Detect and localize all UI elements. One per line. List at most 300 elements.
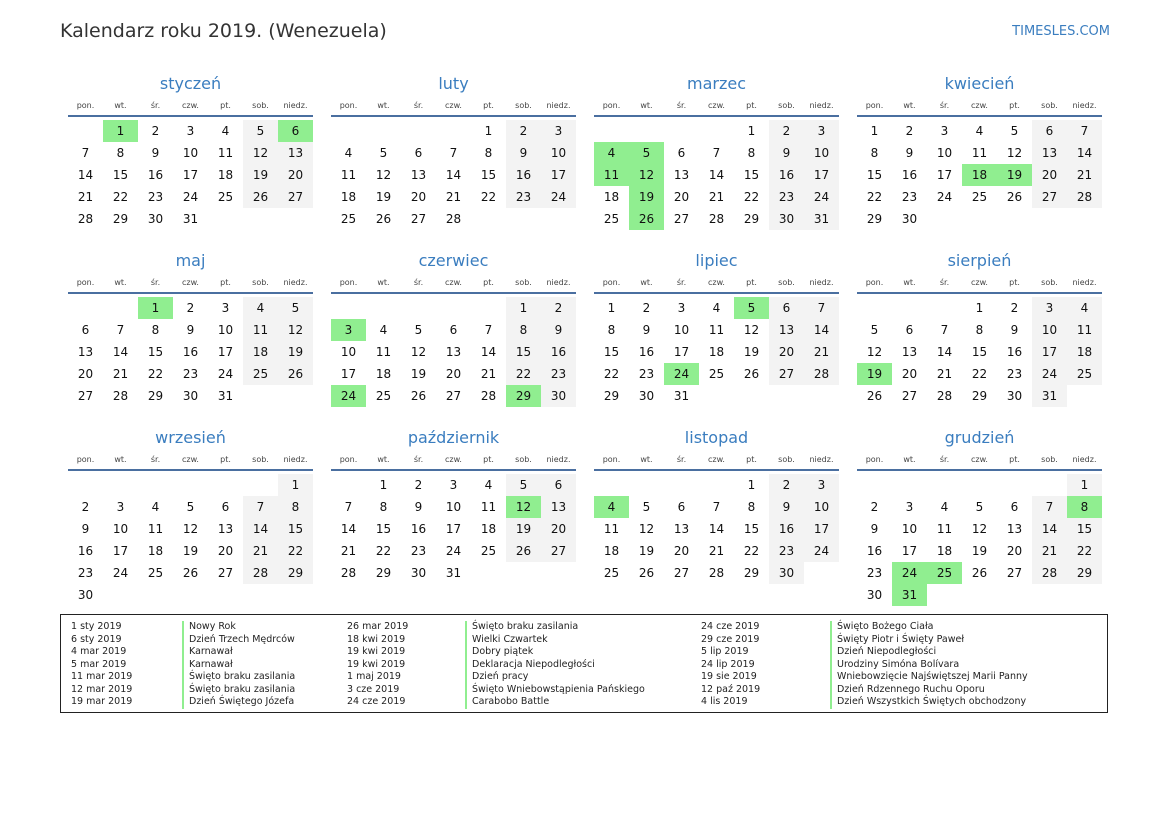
empty-cell xyxy=(366,297,401,319)
day-cell: 7 xyxy=(1067,120,1102,142)
holiday-date: 19 mar 2019 xyxy=(71,696,133,707)
day-cell: 28 xyxy=(1067,186,1102,208)
day-cell: 2 xyxy=(414,478,423,492)
day-cell: 29 xyxy=(1067,562,1102,584)
month-name: styczeń xyxy=(159,74,222,93)
day-cell: 17 xyxy=(673,345,690,359)
weekday-label: pon. xyxy=(865,101,884,110)
day-grid xyxy=(68,120,313,230)
holiday-day-cell: 19 xyxy=(857,363,892,385)
day-cell: 6 xyxy=(769,297,804,319)
day-cell: 28 xyxy=(1032,562,1067,584)
empty-cell xyxy=(857,297,892,319)
day-cell: 7 xyxy=(344,500,353,514)
day-cell: 10 xyxy=(1032,319,1067,341)
holiday-date: 19 sie 2019 xyxy=(701,671,757,682)
empty-cell xyxy=(331,474,366,496)
day-cell: 16 xyxy=(866,544,883,558)
day-cell: 25 xyxy=(480,544,497,558)
weekday-label: śr. xyxy=(413,455,424,464)
day-cell: 16 xyxy=(410,522,427,536)
day-cell: 11 xyxy=(243,319,278,341)
day-cell: 3 xyxy=(804,120,839,142)
holiday-name: Dzień Wszystkich Świętych obchodzony xyxy=(830,696,1026,709)
day-cell: 4 xyxy=(975,124,984,138)
holiday-date: 24 cze 2019 xyxy=(701,621,760,632)
day-cell: 7 xyxy=(116,323,125,337)
day-cell: 10 xyxy=(804,496,839,518)
weekday-label: czw. xyxy=(708,101,725,110)
month-name: listopad xyxy=(684,428,749,447)
weekday-label: niedz. xyxy=(809,278,834,287)
weekday-label: pt. xyxy=(220,101,231,110)
day-cell: 22 xyxy=(866,190,883,204)
day-cell: 1 xyxy=(747,124,756,138)
day-cell: 31 xyxy=(1032,385,1067,407)
weekday-label: pon. xyxy=(602,101,621,110)
day-cell: 25 xyxy=(708,367,725,381)
day-grid xyxy=(594,474,839,584)
day-cell: 29 xyxy=(603,389,620,403)
day-cell: 5 xyxy=(278,297,313,319)
day-cell: 14 xyxy=(77,168,94,182)
day-cell: 20 xyxy=(673,190,690,204)
day-cell: 30 xyxy=(769,208,804,230)
weekday-header xyxy=(594,274,839,294)
empty-cell xyxy=(699,474,734,496)
day-cell: 21 xyxy=(1032,540,1067,562)
day-cell: 21 xyxy=(1067,164,1102,186)
weekday-label: śr. xyxy=(413,278,424,287)
empty-cell xyxy=(892,297,927,319)
holiday-day-cell: 1 xyxy=(103,120,138,142)
day-cell: 9 xyxy=(151,146,160,160)
day-cell: 18 xyxy=(147,544,164,558)
day-cell: 10 xyxy=(936,146,953,160)
day-cell: 30 xyxy=(182,389,199,403)
day-cell: 13 xyxy=(410,168,427,182)
day-cell: 19 xyxy=(971,544,988,558)
day-cell: 24 xyxy=(804,186,839,208)
day-cell: 9 xyxy=(186,323,195,337)
weekday-label: czw. xyxy=(445,278,462,287)
day-cell: 26 xyxy=(410,389,427,403)
weekday-label: pt. xyxy=(483,455,494,464)
weekday-label: czw. xyxy=(445,455,462,464)
day-cell: 5 xyxy=(379,146,388,160)
empty-cell xyxy=(962,474,997,496)
day-cell: 8 xyxy=(484,146,493,160)
empty-cell xyxy=(927,297,962,319)
day-cell: 6 xyxy=(221,500,230,514)
day-grid xyxy=(857,474,1102,606)
holiday-name: Święto Bożego Ciała xyxy=(830,621,933,634)
empty-cell xyxy=(629,474,664,496)
weekday-label: czw. xyxy=(971,455,988,464)
day-cell: 26 xyxy=(1006,190,1023,204)
day-cell: 10 xyxy=(804,142,839,164)
month-calendar xyxy=(857,424,1102,602)
day-cell: 12 xyxy=(971,522,988,536)
day-cell: 23 xyxy=(901,190,918,204)
weekday-label: czw. xyxy=(182,101,199,110)
day-cell: 28 xyxy=(480,389,497,403)
day-cell: 12 xyxy=(410,345,427,359)
day-cell: 20 xyxy=(673,544,690,558)
holiday-day-cell: 24 xyxy=(664,363,699,385)
day-cell: 5 xyxy=(414,323,423,337)
weekday-label: czw. xyxy=(971,101,988,110)
holiday-day-cell: 19 xyxy=(629,186,664,208)
day-cell: 22 xyxy=(480,190,497,204)
day-cell: 29 xyxy=(743,212,760,226)
empty-cell xyxy=(103,474,138,496)
day-cell: 21 xyxy=(804,341,839,363)
day-cell: 27 xyxy=(77,389,94,403)
empty-cell xyxy=(436,297,471,319)
weekday-label: pon. xyxy=(76,101,95,110)
empty-cell xyxy=(68,297,103,319)
weekday-label: pon. xyxy=(602,278,621,287)
empty-cell xyxy=(594,474,629,496)
day-cell: 13 xyxy=(541,496,576,518)
day-cell: 23 xyxy=(638,367,655,381)
day-cell: 18 xyxy=(1067,341,1102,363)
weekday-label: śr. xyxy=(150,101,161,110)
holiday-date: 6 sty 2019 xyxy=(71,633,122,645)
day-cell: 31 xyxy=(217,389,234,403)
day-cell: 30 xyxy=(77,588,94,602)
weekday-label: czw. xyxy=(182,455,199,464)
holiday-date: 19 kwi 2019 xyxy=(347,658,406,670)
holiday-name: Święto braku zasilania xyxy=(182,684,295,697)
day-cell: 16 xyxy=(1006,345,1023,359)
day-cell: 9 xyxy=(81,522,90,536)
weekday-label: wt. xyxy=(377,455,390,464)
holiday-name: Dobry piątek xyxy=(465,646,533,659)
empty-cell xyxy=(331,120,366,142)
day-cell: 3 xyxy=(804,474,839,496)
day-cell: 18 xyxy=(243,341,278,363)
day-cell: 10 xyxy=(445,500,462,514)
weekday-label: sob. xyxy=(515,101,532,110)
empty-cell xyxy=(664,474,699,496)
holiday-date: 4 lis 2019 xyxy=(701,696,748,707)
weekday-label: czw. xyxy=(182,278,199,287)
day-cell: 30 xyxy=(410,566,427,580)
day-cell: 13 xyxy=(1006,522,1023,536)
day-cell: 17 xyxy=(804,518,839,540)
day-cell: 23 xyxy=(77,566,94,580)
day-cell: 21 xyxy=(936,367,953,381)
day-cell: 26 xyxy=(743,367,760,381)
day-cell: 26 xyxy=(375,212,392,226)
day-cell: 22 xyxy=(743,190,760,204)
day-cell: 16 xyxy=(506,164,541,186)
empty-cell xyxy=(997,474,1032,496)
day-cell: 13 xyxy=(278,142,313,164)
holiday-day-cell: 3 xyxy=(331,319,366,341)
holiday-name: Deklaracja Niepodległości xyxy=(465,659,595,672)
day-cell: 22 xyxy=(112,190,129,204)
day-cell: 27 xyxy=(217,566,234,580)
day-cell: 7 xyxy=(712,500,721,514)
day-cell: 23 xyxy=(506,186,541,208)
day-grid xyxy=(331,474,576,584)
day-cell: 26 xyxy=(971,566,988,580)
holiday-day-cell: 12 xyxy=(629,164,664,186)
weekday-label: śr. xyxy=(413,101,424,110)
brand-link[interactable]: TIMESLES.COM xyxy=(1012,24,1110,39)
day-cell: 26 xyxy=(182,566,199,580)
weekday-label: niedz. xyxy=(283,101,308,110)
day-cell: 19 xyxy=(743,345,760,359)
day-cell: 27 xyxy=(445,389,462,403)
holiday-name: Święto braku zasilania xyxy=(182,671,295,684)
day-grid xyxy=(331,297,576,407)
day-cell: 11 xyxy=(340,168,357,182)
day-cell: 20 xyxy=(1006,544,1023,558)
weekday-header xyxy=(857,451,1102,471)
holiday-date: 1 maj 2019 xyxy=(347,671,401,682)
day-cell: 5 xyxy=(870,323,879,337)
empty-cell xyxy=(366,120,401,142)
day-cell: 3 xyxy=(186,124,195,138)
day-cell: 27 xyxy=(901,389,918,403)
day-cell: 18 xyxy=(340,190,357,204)
day-cell: 2 xyxy=(506,120,541,142)
day-cell: 13 xyxy=(673,168,690,182)
holiday-day-cell: 24 xyxy=(892,562,927,584)
holiday-date: 26 mar 2019 xyxy=(347,621,409,632)
day-cell: 13 xyxy=(673,522,690,536)
holiday-name: Wielki Czwartek xyxy=(465,634,548,647)
day-cell: 20 xyxy=(769,341,804,363)
day-cell: 28 xyxy=(708,566,725,580)
day-cell: 8 xyxy=(506,319,541,341)
weekday-header xyxy=(857,274,1102,294)
holiday-date: 12 paź 2019 xyxy=(701,683,761,695)
day-cell: 23 xyxy=(769,186,804,208)
day-cell: 17 xyxy=(340,367,357,381)
weekday-label: sob. xyxy=(778,278,795,287)
day-cell: 29 xyxy=(112,212,129,226)
day-cell: 3 xyxy=(221,301,230,315)
holiday-date: 24 lip 2019 xyxy=(701,658,755,670)
day-cell: 6 xyxy=(81,323,90,337)
day-cell: 25 xyxy=(243,363,278,385)
day-cell: 10 xyxy=(340,345,357,359)
weekday-label: pon. xyxy=(865,278,884,287)
day-cell: 12 xyxy=(182,522,199,536)
day-cell: 16 xyxy=(147,168,164,182)
months-grid xyxy=(68,70,1102,602)
day-cell: 1 xyxy=(1067,474,1102,496)
day-cell: 18 xyxy=(375,367,392,381)
day-cell: 17 xyxy=(936,168,953,182)
day-cell: 7 xyxy=(243,496,278,518)
day-cell: 23 xyxy=(182,367,199,381)
day-cell: 12 xyxy=(638,522,655,536)
day-cell: 13 xyxy=(769,319,804,341)
holiday-name: Karnawał xyxy=(182,659,233,672)
day-cell: 14 xyxy=(340,522,357,536)
day-cell: 3 xyxy=(1032,297,1067,319)
holiday-day-cell: 31 xyxy=(892,584,927,606)
holiday-day-cell: 8 xyxy=(1067,496,1102,518)
holiday-date: 19 kwi 2019 xyxy=(347,646,406,657)
weekday-label: pon. xyxy=(339,101,358,110)
holiday-name: Urodziny Simóna Bolívara xyxy=(830,659,959,672)
holiday-name: Dzień Niepodległości xyxy=(830,646,936,659)
day-cell: 15 xyxy=(480,168,497,182)
day-cell: 7 xyxy=(449,146,458,160)
holiday-day-cell: 6 xyxy=(278,120,313,142)
day-cell: 19 xyxy=(278,341,313,363)
day-cell: 25 xyxy=(603,566,620,580)
day-cell: 26 xyxy=(278,363,313,385)
month-name: marzec xyxy=(686,74,746,93)
weekday-label: śr. xyxy=(150,455,161,464)
empty-cell xyxy=(208,474,243,496)
holiday-day-cell: 18 xyxy=(962,164,997,186)
weekday-label: niedz. xyxy=(1072,278,1097,287)
day-cell: 24 xyxy=(1032,363,1067,385)
weekday-label: czw. xyxy=(708,455,725,464)
day-cell: 20 xyxy=(217,544,234,558)
day-cell: 18 xyxy=(217,168,234,182)
weekday-label: niedz. xyxy=(283,455,308,464)
month-name: lipiec xyxy=(695,251,738,270)
day-cell: 11 xyxy=(1067,319,1102,341)
day-cell: 8 xyxy=(151,323,160,337)
day-cell: 4 xyxy=(379,323,388,337)
day-cell: 24 xyxy=(541,186,576,208)
day-cell: 27 xyxy=(673,212,690,226)
day-cell: 27 xyxy=(769,363,804,385)
day-cell: 16 xyxy=(77,544,94,558)
day-cell: 31 xyxy=(445,566,462,580)
weekday-label: śr. xyxy=(939,455,950,464)
day-grid xyxy=(68,474,313,606)
holiday-name: Nowy Rok xyxy=(182,621,236,634)
holiday-date: 3 cze 2019 xyxy=(347,683,400,695)
day-cell: 17 xyxy=(445,522,462,536)
day-cell: 30 xyxy=(901,212,918,226)
weekday-label: pt. xyxy=(483,101,494,110)
month-calendar xyxy=(331,70,576,242)
day-cell: 6 xyxy=(449,323,458,337)
day-cell: 23 xyxy=(147,190,164,204)
day-grid xyxy=(594,297,839,407)
holiday-day-cell: 19 xyxy=(997,164,1032,186)
day-cell: 4 xyxy=(712,301,721,315)
day-cell: 30 xyxy=(638,389,655,403)
day-cell: 10 xyxy=(217,323,234,337)
day-cell: 7 xyxy=(712,146,721,160)
weekday-label: pt. xyxy=(746,101,757,110)
day-cell: 4 xyxy=(344,146,353,160)
day-cell: 13 xyxy=(217,522,234,536)
empty-cell xyxy=(173,474,208,496)
weekday-header xyxy=(594,97,839,117)
empty-cell xyxy=(436,120,471,142)
page-title: Kalendarz roku 2019. (Wenezuela) xyxy=(60,20,387,42)
weekday-label: niedz. xyxy=(546,278,571,287)
day-grid xyxy=(857,120,1102,230)
day-cell: 17 xyxy=(541,164,576,186)
weekday-label: śr. xyxy=(676,455,687,464)
month-name: sierpień xyxy=(947,251,1012,270)
day-cell: 24 xyxy=(445,544,462,558)
holiday-name: Święty Piotr i Święty Paweł xyxy=(830,634,964,647)
day-cell: 2 xyxy=(1010,301,1019,315)
day-cell: 27 xyxy=(410,212,427,226)
day-cell: 1 xyxy=(506,297,541,319)
day-cell: 27 xyxy=(541,540,576,562)
day-grid xyxy=(857,297,1102,407)
empty-cell xyxy=(471,297,506,319)
day-cell: 12 xyxy=(866,345,883,359)
day-cell: 7 xyxy=(81,146,90,160)
holiday-date: 1 sty 2019 xyxy=(71,621,122,632)
day-cell: 6 xyxy=(1032,120,1067,142)
weekday-label: sob. xyxy=(1041,455,1058,464)
weekday-label: czw. xyxy=(971,278,988,287)
day-cell: 15 xyxy=(971,345,988,359)
day-cell: 8 xyxy=(607,323,616,337)
day-cell: 1 xyxy=(870,124,879,138)
month-calendar xyxy=(331,424,576,596)
day-cell: 11 xyxy=(971,146,988,160)
day-cell: 19 xyxy=(638,544,655,558)
day-cell: 14 xyxy=(804,319,839,341)
holiday-day-cell: 25 xyxy=(927,562,962,584)
holiday-day-cell: 5 xyxy=(629,142,664,164)
empty-cell xyxy=(401,120,436,142)
day-cell: 9 xyxy=(414,500,423,514)
day-cell: 28 xyxy=(243,562,278,584)
holiday-date: 4 mar 2019 xyxy=(71,646,127,657)
weekday-label: sob. xyxy=(1041,278,1058,287)
weekday-label: sob. xyxy=(1041,101,1058,110)
day-cell: 9 xyxy=(642,323,651,337)
day-cell: 21 xyxy=(340,544,357,558)
day-cell: 24 xyxy=(804,540,839,562)
empty-cell xyxy=(664,120,699,142)
day-cell: 3 xyxy=(677,301,686,315)
weekday-label: pon. xyxy=(76,278,95,287)
weekday-label: niedz. xyxy=(1072,101,1097,110)
holiday-day-cell: 26 xyxy=(629,208,664,230)
weekday-label: pt. xyxy=(483,278,494,287)
weekday-label: wt. xyxy=(903,278,916,287)
day-cell: 10 xyxy=(112,522,129,536)
day-cell: 16 xyxy=(182,345,199,359)
weekday-label: pon. xyxy=(602,455,621,464)
day-cell: 11 xyxy=(217,146,234,160)
holiday-name: Dzień pracy xyxy=(465,671,528,684)
day-cell: 8 xyxy=(747,500,756,514)
weekday-label: śr. xyxy=(676,278,687,287)
weekday-label: niedz. xyxy=(546,455,571,464)
weekday-label: wt. xyxy=(114,101,127,110)
weekday-label: śr. xyxy=(939,278,950,287)
weekday-label: wt. xyxy=(903,455,916,464)
month-name: październik xyxy=(407,428,500,447)
day-cell: 16 xyxy=(769,518,804,540)
holiday-day-cell: 11 xyxy=(594,164,629,186)
